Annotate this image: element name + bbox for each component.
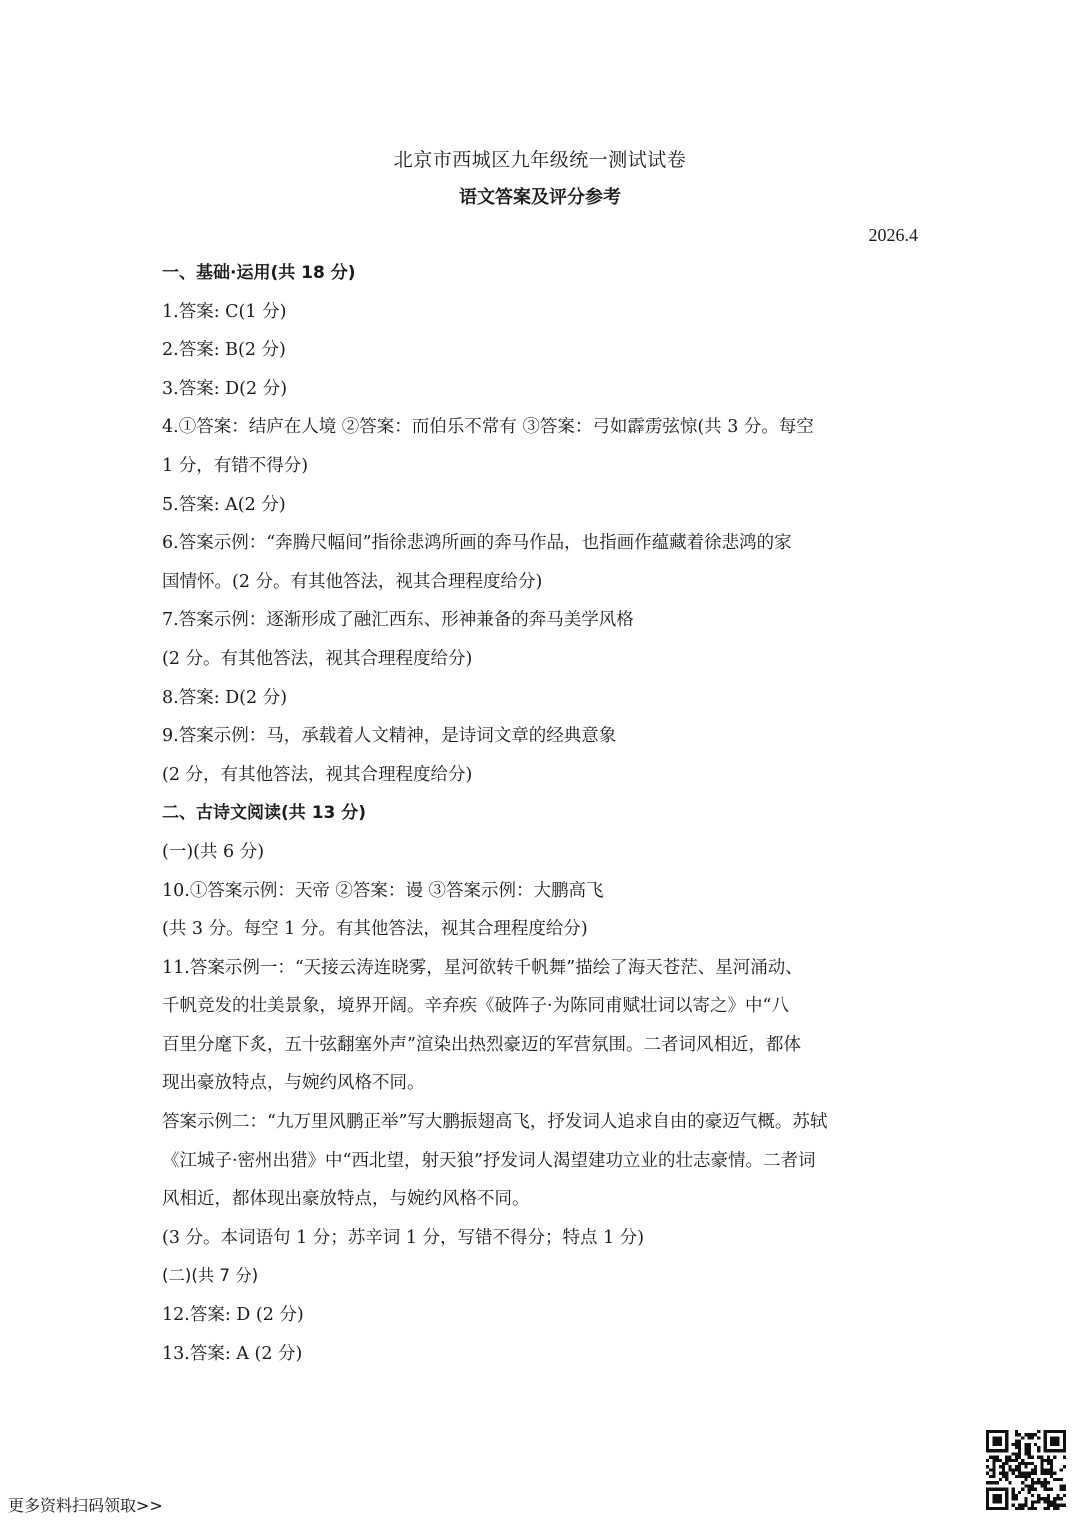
answer-line: 3.答案: D(2 分) (162, 378, 288, 399)
answer-line: 7.答案示例：逐渐形成了融汇西东、形神兼备的奔马美学风格 (162, 610, 634, 631)
page-title: 北京市西城区九年级统一测试试卷 (393, 149, 687, 171)
page-subtitle: 语文答案及评分参考 (459, 187, 621, 208)
answer-line: 《江城子·密州出猎》中“西北望，射天狼”抒发词人渴望建功立业的壮志豪情。二者词 (162, 1150, 816, 1171)
answer-line: 5.答案: A(2 分) (162, 494, 286, 515)
answer-line: 2.答案: B(2 分) (162, 340, 286, 361)
answer-line: 6.答案示例：“奔腾尺幅间”指徐悲鸿所画的奔马作品，也指画作蕴藏着徐悲鸿的家 (162, 533, 792, 554)
answer-line: 10.①答案示例：天帝 ②答案：谩 ③答案示例：大鹏高飞 (162, 880, 604, 901)
section-heading: (二)(共 7 分) (162, 1266, 259, 1286)
answer-line: 11.答案示例一：“天接云涛连晓雾，星河欲转千帆舞”描绘了海天苍茫、星河涌动、 (162, 957, 803, 978)
document-date: 2026.4 (868, 225, 918, 245)
answer-line: 9.答案示例：马，承载着人文精神，是诗词文章的经典意象 (162, 726, 617, 747)
answer-line: (一)(共 6 分) (162, 841, 265, 862)
qr-code-icon[interactable] (986, 1430, 1066, 1510)
answer-line: 百里分麾下炙，五十弦翻塞外声”渲染出热烈豪迈的军营氛围。二者词风相近，都体 (162, 1034, 801, 1055)
section-heading: 二、古诗文阅读(共 13 分) (162, 803, 367, 824)
answer-line: 1 分，有错不得分) (162, 455, 309, 476)
answer-line: 风相近，都体现出豪放特点，与婉约风格不同。 (162, 1189, 530, 1210)
answer-line: 现出豪放特点，与婉约风格不同。 (162, 1073, 425, 1094)
answer-line: 答案示例二：“九万里风鹏正举”写大鹏振翅高飞，抒发词人追求自由的豪迈气概。苏轼 (162, 1112, 828, 1133)
section-heading: 一、基础·运用(共 18 分) (162, 263, 356, 283)
answer-line: 8.答案: D(2 分) (162, 687, 288, 708)
answer-line: (2 分。有其他答法，视其合理程度给分) (162, 648, 473, 669)
answer-line: (3 分。本词语句 1 分；苏辛词 1 分，写错不得分；特点 1 分) (162, 1227, 645, 1248)
answer-line: 13.答案: A (2 分) (162, 1343, 303, 1364)
answer-line: 千帆竞发的壮美景象，境界开阔。辛弃疾《破阵子·为陈同甫赋壮词以寄之》中“八 (162, 996, 790, 1017)
answer-line: 1.答案: C(1 分) (162, 301, 287, 322)
answer-line: 国情怀。(2 分。有其他答法，视其合理程度给分) (162, 571, 543, 592)
answer-line: (共 3 分。每空 1 分。有其他答法，视其合理程度给分) (162, 919, 588, 940)
answer-list (162, 254, 920, 1373)
answer-line: 4.①答案：结庐在人境 ②答案：而伯乐不常有 ③答案：弓如霹雳弦惊(共 3 分。每空 (162, 417, 814, 438)
footer-promo-text[interactable]: 更多资料扫码领取>> (8, 1496, 163, 1515)
answer-line: 12.答案: D (2 分) (162, 1305, 304, 1326)
answer-line: (2 分，有其他答法，视其合理程度给分) (162, 764, 473, 785)
